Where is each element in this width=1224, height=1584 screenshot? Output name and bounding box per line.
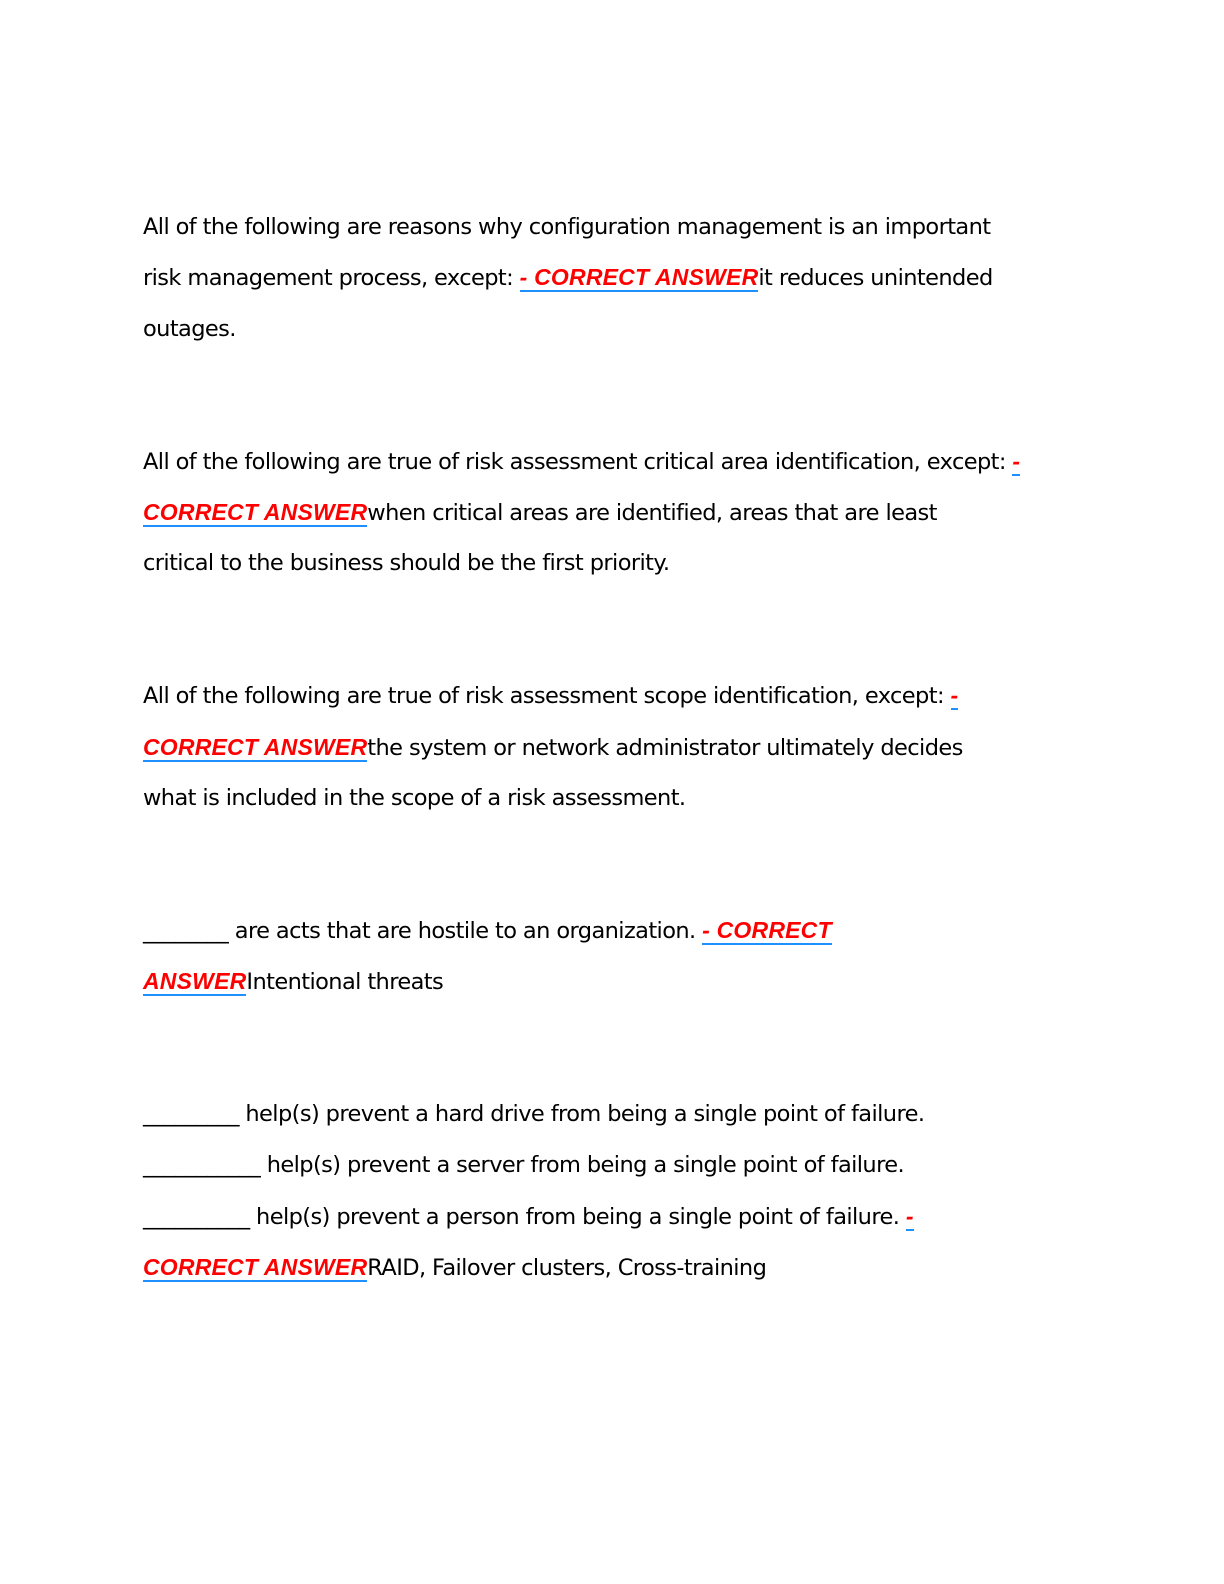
q5-line-2: [143, 1140, 904, 1191]
correct-answer-marker: -: [1012, 448, 1021, 474]
q2-line-1-text: All of the following are true of risk assessment critical area identification, except:: [143, 449, 1013, 475]
q1-line-2: [143, 252, 993, 303]
correct-answer-marker: - CORRECT: [702, 917, 832, 943]
q1-answer-text: it reduces unintended: [758, 265, 993, 291]
q2-line-3-text: critical to the business should be the first priority.: [143, 550, 670, 576]
q3-line-3-text: what is included in the scope of a risk assessment.: [143, 785, 686, 811]
correct-answer-marker: CORRECT ANSWER: [143, 499, 368, 525]
q1-line-3-text: outages.: [143, 316, 236, 342]
q5-line-2-text: ___________ help(s) prevent a server from being a single point of failure.: [143, 1152, 905, 1178]
q3-line-3: [143, 773, 685, 824]
q5-answer-text: RAID, Failover clusters, Cross-training: [367, 1255, 767, 1281]
q5-line-3: [143, 1191, 914, 1242]
q1-line-2-text: risk management process, except:: [143, 265, 520, 291]
q5-line-1-text: _________ help(s) prevent a hard drive from being a single point of failure.: [143, 1101, 925, 1127]
q4-line-1-text: ________ are acts that are hostile to an organization.: [143, 918, 703, 944]
q2-line-2: [143, 487, 937, 538]
q4-answer-text: Intentional threats: [246, 969, 444, 995]
q5-line-3-text: __________ help(s) prevent a person from being a single point of failure.: [143, 1204, 906, 1230]
q4-line-1: [143, 905, 832, 956]
q2-line-1: [143, 436, 1020, 487]
correct-answer-marker: ANSWER: [143, 968, 247, 994]
q2-line-3: [143, 538, 669, 589]
q3-answer-text: the system or network administrator ultimately decides: [367, 735, 963, 761]
correct-answer-marker: CORRECT ANSWER: [143, 734, 368, 760]
correct-answer-marker: -: [905, 1203, 914, 1229]
correct-answer-marker: -: [950, 682, 959, 708]
q1-line-3: [143, 304, 236, 355]
q5-line-4: [143, 1242, 766, 1293]
q3-line-1: [143, 670, 958, 721]
correct-answer-marker: CORRECT ANSWER: [143, 1254, 368, 1280]
q3-line-2: [143, 722, 963, 773]
q2-answer-text: when critical areas are identified, areas that are least: [367, 500, 937, 526]
q1-line-1-text: All of the following are reasons why configuration management is an important: [143, 214, 991, 240]
correct-answer-marker: - CORRECT ANSWER: [519, 264, 759, 290]
q4-line-2: [143, 956, 443, 1007]
q3-line-1-text: All of the following are true of risk assessment scope identification, except:: [143, 683, 951, 709]
q1-line-1: [143, 202, 991, 253]
q5-line-1: [143, 1089, 924, 1140]
